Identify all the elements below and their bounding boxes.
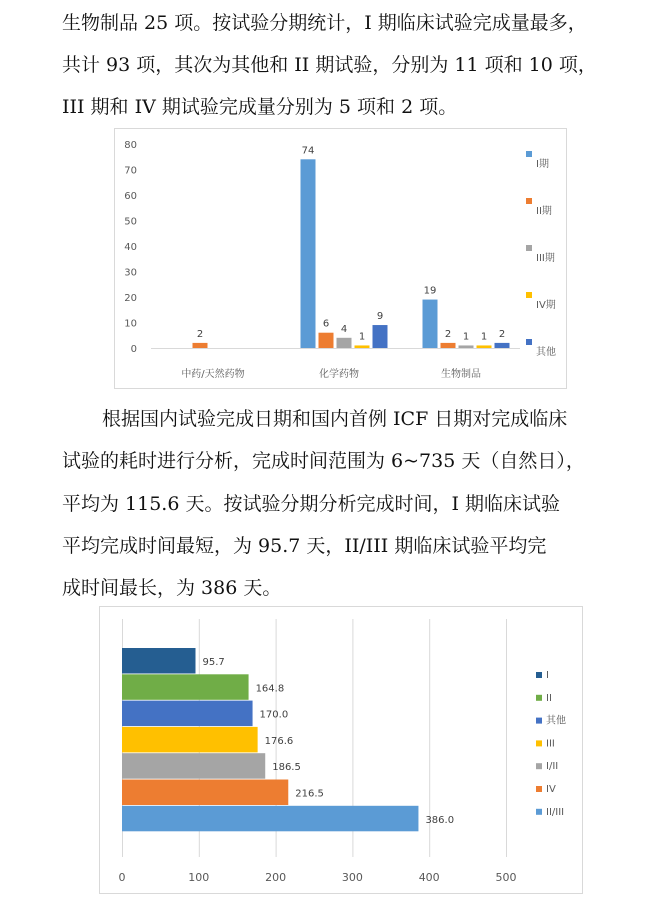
bar [441, 343, 456, 348]
legend-swatch [536, 809, 542, 815]
data-label: 2 [498, 328, 506, 340]
legend-swatch [526, 292, 532, 298]
chart-2-svg [100, 607, 582, 893]
legend-swatch [536, 763, 542, 769]
bar [122, 674, 249, 700]
data-label: 1 [462, 331, 470, 343]
y-tick-label: 30 [124, 267, 137, 279]
data-label: 216.5 [295, 788, 324, 800]
legend-label: II期 [536, 206, 552, 217]
legend-swatch [536, 786, 542, 792]
text-line: 生物制品 25 项。按试验分期统计，I 期临床试验完成量最多， [62, 12, 587, 34]
y-tick-label: 50 [124, 216, 137, 228]
legend-swatch [536, 718, 542, 724]
text-line: 根据国内试验完成日期和国内首例 ICF 日期对完成临床 [102, 408, 568, 430]
bar [122, 753, 265, 779]
x-tick-label: 化学药物 [319, 369, 359, 380]
paragraph-duration [62, 392, 628, 602]
y-tick-label: 40 [124, 242, 137, 253]
legend-swatch [526, 339, 532, 345]
y-tick-label: 60 [124, 191, 137, 202]
bar [319, 333, 334, 348]
bar [373, 325, 388, 348]
data-label: 1 [358, 331, 366, 343]
x-tick-label: 300 [341, 871, 363, 884]
bar [122, 727, 258, 753]
y-tick-label: 20 [124, 293, 137, 304]
x-tick-label: 0 [118, 871, 126, 884]
data-label: 4 [340, 323, 348, 335]
text-line: 试验的耗时进行分析，完成时间范围为 6~735 天（自然日）， [62, 450, 585, 472]
bar [301, 159, 316, 348]
legend-label: I [546, 670, 549, 681]
legend-swatch [536, 740, 542, 746]
x-tick-label: 100 [188, 871, 210, 884]
legend-swatch [536, 695, 542, 701]
bar [495, 343, 510, 348]
bar [337, 338, 352, 348]
bar [122, 806, 418, 832]
chart-trials-by-phase [114, 128, 567, 389]
legend-label: II [546, 692, 552, 704]
bar [459, 345, 474, 348]
bar [122, 701, 253, 727]
data-label: 186.5 [272, 762, 301, 774]
data-label: 164.8 [255, 683, 285, 695]
legend-label: I/II [546, 761, 559, 773]
y-tick-label: 10 [124, 318, 137, 330]
bar [423, 300, 438, 348]
legend-label: 其他 [546, 715, 566, 727]
x-tick-label: 中药/天然药物 [181, 369, 245, 380]
paragraph-intro [62, 0, 628, 120]
legend-label: III [546, 738, 555, 750]
data-label: 9 [376, 311, 384, 323]
legend-label: I期 [536, 159, 549, 170]
bar [122, 780, 288, 806]
chart-duration-by-phase [99, 606, 583, 894]
chart-1-svg [115, 129, 566, 388]
data-label: 95.7 [202, 657, 225, 668]
x-tick-label: 400 [418, 871, 440, 884]
bar [477, 345, 492, 348]
data-label: 2 [444, 328, 452, 340]
bar [193, 343, 208, 348]
data-label: 386.0 [425, 814, 455, 826]
legend-label: II/III [546, 806, 565, 818]
x-tick-label: 200 [265, 871, 287, 884]
legend-label: IV期 [536, 300, 556, 311]
y-tick-label: 0 [130, 344, 137, 355]
legend-swatch [526, 198, 532, 204]
data-label: 1 [480, 331, 488, 343]
legend-label: III期 [536, 253, 555, 264]
y-tick-label: 80 [124, 140, 137, 151]
data-label: 19 [423, 285, 437, 297]
legend-swatch [526, 151, 532, 157]
bar [355, 345, 370, 348]
text-line: 成时间最长，为 386 天。 [62, 577, 282, 599]
bar [122, 648, 195, 674]
legend-label: IV [546, 784, 556, 795]
text-line: 平均完成时间最短，为 95.7 天，II/III 期临床试验平均完 [62, 535, 547, 557]
text-line: 平均为 115.6 天。按试验分期分析完成时间，I 期临床试验 [62, 493, 561, 515]
text-line: III 期和 IV 期试验完成量分别为 5 项和 2 项。 [62, 96, 458, 118]
text-line: 共计 93 项，其次为其他和 II 期试验，分别为 11 项和 10 项， [62, 54, 597, 76]
y-tick-label: 70 [124, 165, 137, 177]
x-tick-label: 生物制品 [441, 369, 481, 380]
x-tick-label: 500 [495, 871, 517, 884]
data-label: 170.0 [259, 709, 289, 721]
legend-swatch [536, 672, 542, 678]
data-label: 2 [196, 328, 204, 340]
legend-label: 其他 [536, 347, 556, 358]
data-label: 6 [322, 318, 330, 330]
legend-swatch [526, 245, 532, 251]
data-label: 74 [301, 145, 315, 157]
data-label: 176.6 [264, 735, 294, 747]
